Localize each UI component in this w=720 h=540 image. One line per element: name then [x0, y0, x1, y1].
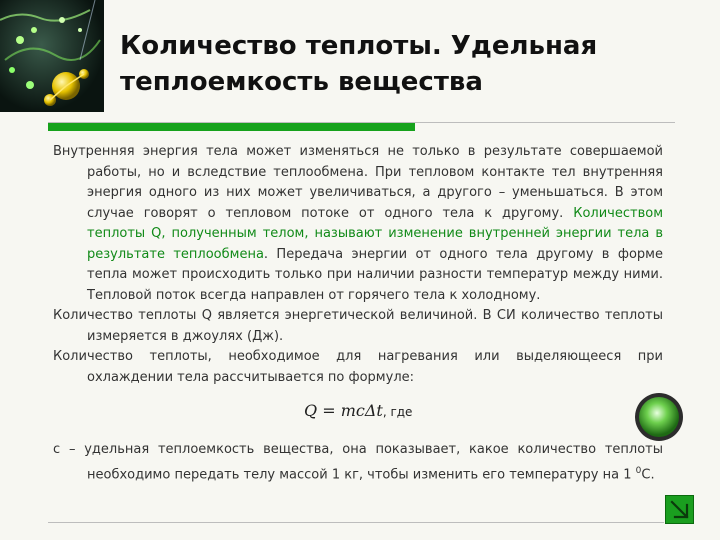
paragraph-formula-intro: Количество теплоты, необходимое для нагревания или выделяющееся при охлаждении тела рассчитывается по формуле:: [53, 349, 663, 385]
title-accent-bar: [48, 123, 415, 131]
formula-expression: Q = mcΔt: [304, 401, 383, 420]
unit-text: С.: [641, 466, 655, 482]
definition-highlight: Количеством теплоты Q, полученным телом, называют изменение внутренней энергии тела в результате теплообмена: [87, 205, 663, 262]
green-orb-icon: [634, 392, 684, 442]
paragraph-text: c – удельная теплоемкость вещества, она показывает, какое количество теплоты необходимо передать телу массой 1 кг, чтобы изменить его температуру на 1: [53, 442, 663, 482]
paragraph-text: Внутренняя энергия тела может изменяться не только в результате совершаемой работы, но и вследствие теплообмена. При тепловом контакте тел внутренняя энергия одного из них может увеличиваться, а другого – уменьшаться. В этом случае говорят о тепловом потоке от одного тела к другому.: [53, 144, 663, 221]
paragraph-internal-energy: [53, 142, 663, 306]
molecule-image: [0, 0, 104, 112]
paragraph-text-continued: . Передача энергии от одного тела другому в форме тепла может происходить только при наличии разности температур между ними. Тепловой поток всегда направлен от горячего тела к холодному.: [87, 246, 663, 303]
slide-title: [120, 28, 700, 100]
bottom-divider-line: [48, 522, 664, 523]
next-slide-button[interactable]: [665, 495, 694, 524]
title-line-2: теплоемкость вещества: [120, 67, 483, 97]
degree-superscript: 0: [635, 465, 642, 476]
specific-heat-definition: [53, 440, 663, 485]
next-arrow-icon: [666, 496, 693, 523]
heat-formula: [304, 401, 412, 420]
slide-body: [53, 142, 663, 388]
paragraph-heat-units: Количество теплоты Q является энергетической величиной. В СИ количество теплоты измеряется в джоулях (Дж).: [53, 308, 663, 344]
paragraph-specific-heat: [53, 440, 663, 485]
title-line-1: Количество теплоты. Удельная: [120, 31, 598, 61]
formula-suffix: , где: [382, 405, 413, 419]
